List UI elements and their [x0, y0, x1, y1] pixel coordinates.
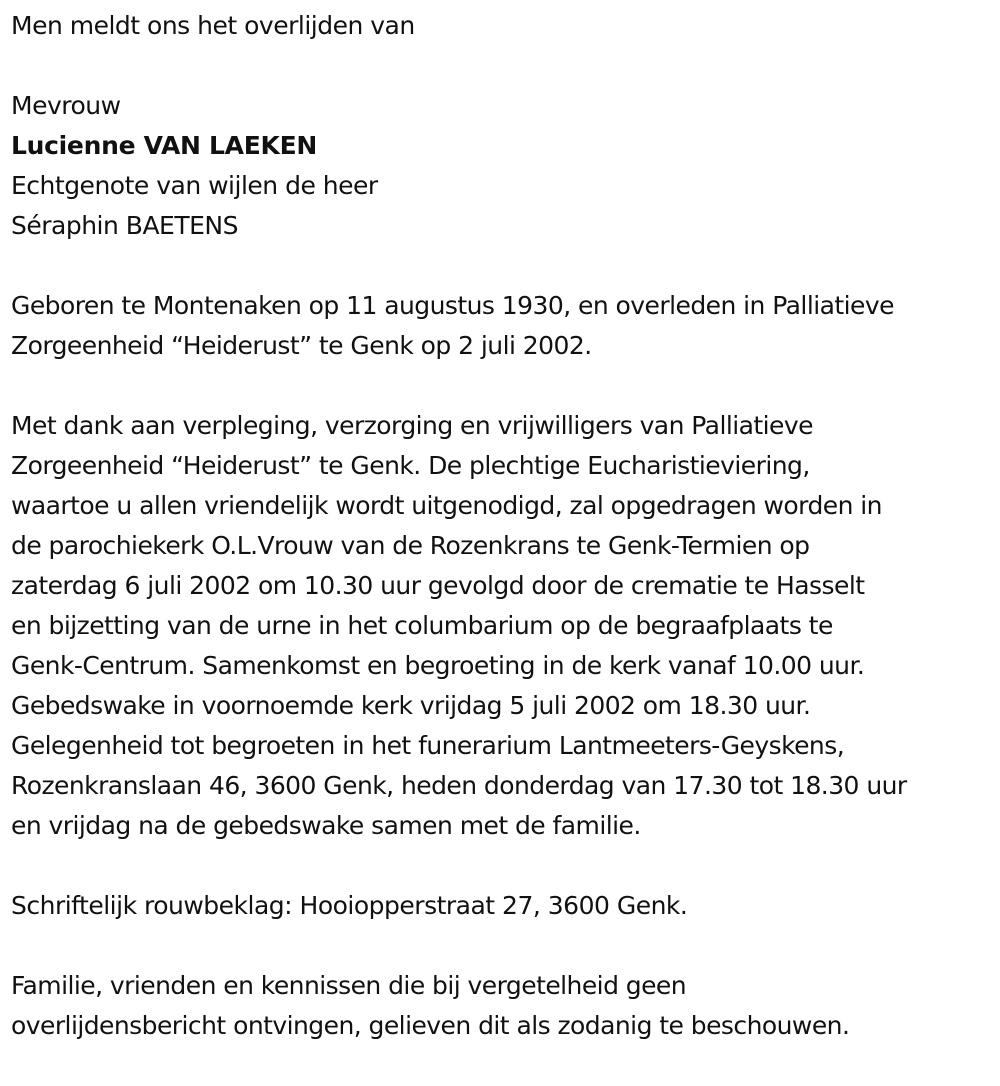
- ceremony-paragraph: [11, 406, 991, 846]
- deceased-name: Lucienne VAN LAEKEN: [11, 131, 317, 160]
- paragraph-line: Zorgeenheid “Heiderust” te Genk op 2 juli 2002.: [11, 331, 592, 360]
- spacer: [11, 366, 991, 406]
- spacer: [11, 846, 991, 886]
- paragraph-line: overlijdensbericht ontvingen, gelieven dit als zodanig te beschouwen.: [11, 1011, 850, 1040]
- closing-paragraph: [11, 966, 991, 1046]
- paragraph-line: Geboren te Montenaken op 11 augustus 1930, en overleden in Palliatieve: [11, 291, 894, 320]
- intro-text: Men meldt ons het overlijden van: [11, 11, 415, 40]
- paragraph-line: Genk-Centrum. Samenkomst en begroeting in de kerk vanaf 10.00 uur.: [11, 651, 865, 680]
- paragraph-line: waartoe u allen vriendelijk wordt uitgenodigd, zal opgedragen worden in: [11, 491, 882, 520]
- paragraph-line: de parochiekerk O.L.Vrouw van de Rozenkrans te Genk-Termien op: [11, 531, 810, 560]
- spacer: [11, 46, 991, 86]
- paragraph-line: Gelegenheid tot begroeten in het funerarium Lantmeeters-Geyskens,: [11, 731, 845, 760]
- paragraph-line: Met dank aan verpleging, verzorging en vrijwilligers van Palliatieve: [11, 411, 813, 440]
- spacer: [11, 926, 991, 966]
- paragraph-line: en vrijdag na de gebedswake samen met de familie.: [11, 811, 641, 840]
- birth-death-paragraph: [11, 286, 991, 366]
- condolence-address: Schriftelijk rouwbeklag: Hooiopperstraat 27, 3600 Genk.: [11, 891, 688, 920]
- spouse-relation: Echtgenote van wijlen de heer: [11, 171, 378, 200]
- paragraph-line: Zorgeenheid “Heiderust” te Genk. De plechtige Eucharistieviering,: [11, 451, 810, 480]
- spacer: [11, 246, 991, 286]
- paragraph-line: Rozenkranslaan 46, 3600 Genk, heden donderdag van 17.30 tot 18.30 uur: [11, 771, 907, 800]
- paragraph-line: Familie, vrienden en kennissen die bij vergetelheid geen: [11, 971, 687, 1000]
- paragraph-line: en bijzetting van de urne in het columbarium op de begraafplaats te: [11, 611, 833, 640]
- spouse-name: Séraphin BAETENS: [11, 211, 238, 240]
- paragraph-line: zaterdag 6 juli 2002 om 10.30 uur gevolgd door de crematie te Hasselt: [11, 571, 865, 600]
- paragraph-line: Gebedswake in voornoemde kerk vrijdag 5 juli 2002 om 18.30 uur.: [11, 691, 811, 720]
- salutation: Mevrouw: [11, 91, 121, 120]
- obituary-notice: [11, 6, 991, 1046]
